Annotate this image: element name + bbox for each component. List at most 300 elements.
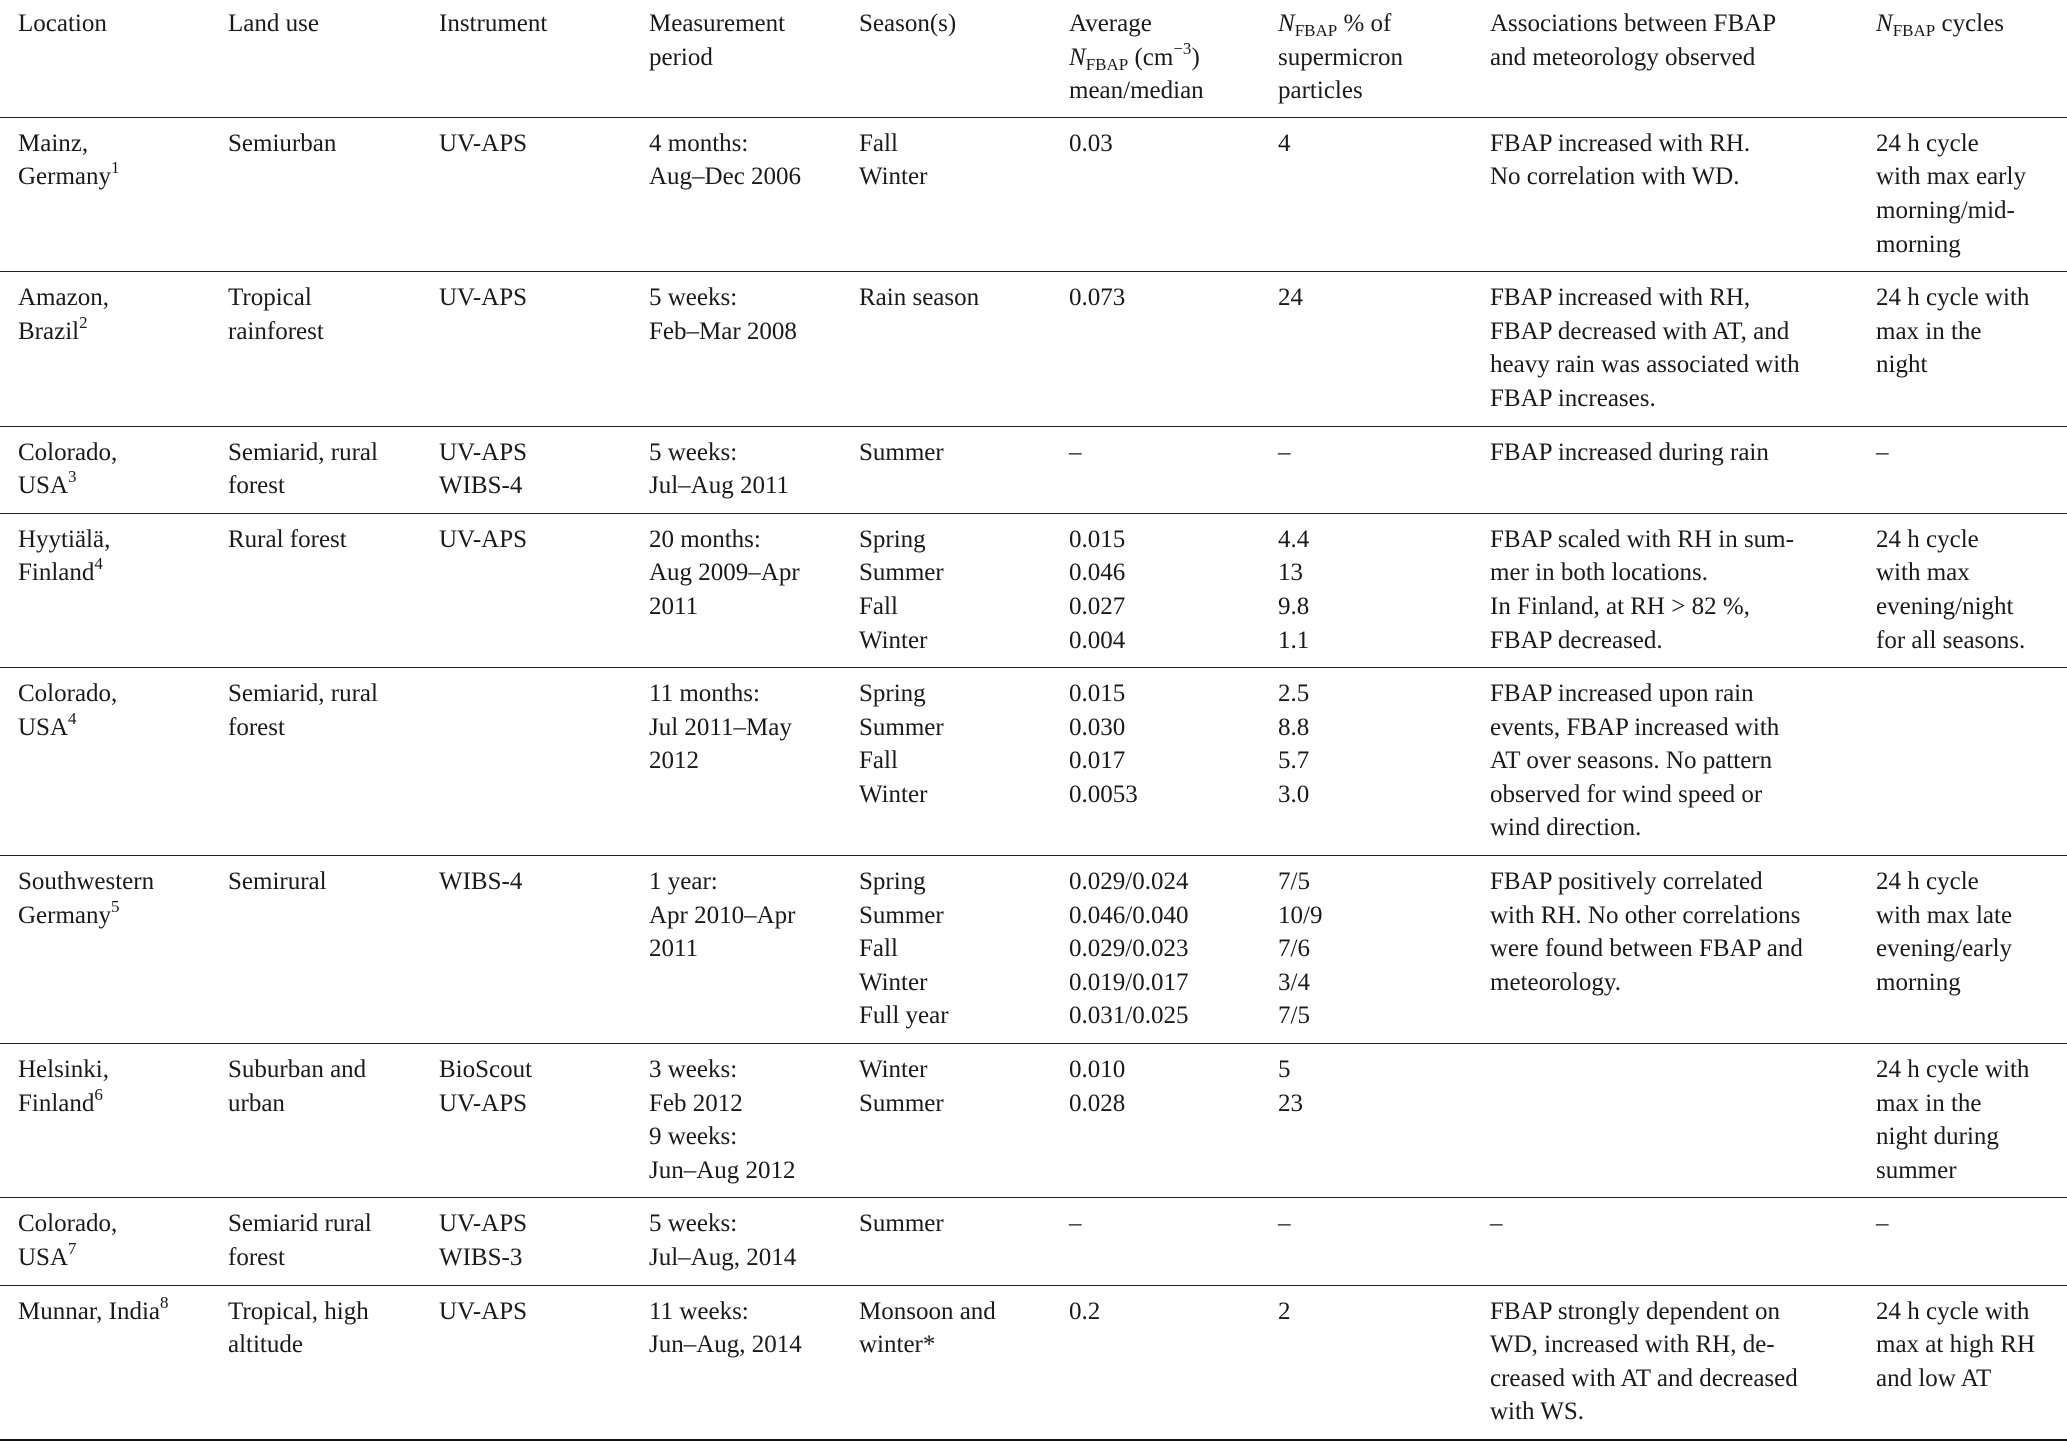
- n-symbol: N: [1069, 43, 1086, 71]
- header-line: [1069, 38, 1250, 75]
- cell-line: max in the: [1876, 317, 1982, 345]
- cell-period: [631, 272, 841, 426]
- cell-line: FBAP increases.: [1490, 384, 1656, 412]
- cell-associations: [1472, 426, 1858, 513]
- cell-percent: [1260, 856, 1472, 1044]
- cell-line: 2.5: [1278, 680, 1310, 708]
- cell-line: Hyytiälä,: [18, 525, 111, 553]
- cell-percent: [1260, 272, 1472, 426]
- cell-line: max in the: [1876, 1089, 1982, 1117]
- table-row: [0, 272, 2067, 426]
- cell-line: 0.027: [1069, 592, 1126, 620]
- table-body: [0, 117, 2067, 1440]
- cell-period: [631, 117, 841, 271]
- cell-line: Semiarid rural: [228, 1210, 372, 1238]
- cell-line: evening/early: [1876, 935, 2013, 963]
- cell-line: Fall: [859, 747, 898, 775]
- cell-line: 24 h cycle with: [1876, 1297, 2030, 1325]
- cell-line: 5 weeks:: [649, 1210, 738, 1238]
- cell-line: UV-APS: [439, 1297, 528, 1325]
- cell-line: UV-APS: [439, 1210, 528, 1238]
- cell-period: [631, 1285, 841, 1440]
- cell-line: 0.0053: [1069, 780, 1138, 808]
- cell-line: with max early: [1876, 163, 2026, 191]
- unit-open: (cm: [1128, 43, 1174, 71]
- cell-instrument: [421, 1198, 631, 1285]
- cell-line: USA: [18, 1244, 69, 1271]
- cell-line: 0.030: [1069, 713, 1126, 741]
- table-row: [0, 668, 2067, 856]
- cell-line: 0.2: [1069, 1297, 1101, 1325]
- cell-line: Summer: [859, 1089, 944, 1117]
- cell-line: 24 h cycle: [1876, 129, 1979, 157]
- cell-associations: [1472, 272, 1858, 426]
- reference-superscript: 4: [94, 554, 103, 574]
- cell-cycles: [1858, 426, 2067, 513]
- cell-line: 23: [1278, 1089, 1303, 1117]
- n-subscript: FBAP: [1085, 54, 1129, 74]
- cell-line-wrap: [18, 1241, 200, 1275]
- n-subscript: FBAP: [1294, 21, 1338, 40]
- cell-line: Summer: [859, 438, 944, 466]
- cell-line: 11 weeks:: [649, 1297, 749, 1325]
- cell-land-use: [210, 1285, 421, 1440]
- cell-location: [0, 426, 210, 513]
- cell-line: Fall: [859, 935, 898, 963]
- cell-line: BioScout: [439, 1056, 533, 1084]
- cell-average: [1051, 272, 1260, 426]
- cell-line: 0.046/0.040: [1069, 901, 1189, 929]
- cell-line: 24: [1278, 284, 1303, 312]
- cell-line: for all seasons.: [1876, 626, 2026, 654]
- cell-line: WIBS-4: [439, 472, 523, 500]
- reference-superscript: 2: [79, 312, 88, 332]
- cell-line: meteorology.: [1490, 968, 1621, 996]
- cell-line: 2011: [649, 935, 699, 963]
- cell-line: Spring: [859, 680, 926, 708]
- cell-line: 0.031/0.025: [1069, 1002, 1189, 1030]
- cell-line: Germany: [18, 163, 112, 191]
- cell-line: 0.073: [1069, 284, 1126, 312]
- cell-line: creased with AT and decreased: [1490, 1364, 1798, 1392]
- header-associations: [1472, 0, 1858, 117]
- header-line: period: [649, 43, 713, 71]
- cell-average: [1051, 1044, 1260, 1198]
- header-instrument: Instrument: [421, 0, 631, 117]
- cell-percent: [1260, 117, 1472, 271]
- cell-line: Summer: [859, 901, 944, 929]
- cell-average: [1051, 426, 1260, 513]
- cell-line: USA: [18, 713, 69, 741]
- cell-line-wrap: [18, 312, 200, 349]
- header-land-use: Land use: [210, 0, 421, 117]
- cell-period: [631, 856, 841, 1044]
- cell-line: morning: [1876, 968, 1961, 996]
- cell-cycles: [1858, 1044, 2067, 1198]
- cell-line: Winter: [859, 163, 928, 191]
- cell-line: 0.029/0.023: [1069, 935, 1189, 963]
- cell-line: –: [1876, 438, 1889, 466]
- cell-line: Winter: [859, 780, 928, 808]
- cell-line: Jul–Aug, 2014: [649, 1244, 797, 1271]
- cell-line: 8.8: [1278, 713, 1310, 741]
- header-text: % of: [1337, 10, 1392, 37]
- cell-line: 0.03: [1069, 129, 1113, 157]
- table-row: [0, 856, 2067, 1044]
- cell-line: 24 h cycle: [1876, 868, 1979, 896]
- cell-line: Brazil: [18, 317, 80, 345]
- cell-land-use: [210, 426, 421, 513]
- cell-line: mer in both locations.: [1490, 559, 1709, 587]
- cell-line: FBAP decreased with AT, and: [1490, 317, 1790, 345]
- cell-percent: [1260, 513, 1472, 667]
- table-row: [0, 1044, 2067, 1198]
- cell-instrument: [421, 1044, 631, 1198]
- cell-line: No correlation with WD.: [1490, 163, 1740, 191]
- unit-exponent: −3: [1173, 38, 1192, 58]
- header-seasons: Season(s): [841, 0, 1051, 117]
- cell-line: altitude: [228, 1331, 303, 1359]
- cell-line: wind direction.: [1490, 814, 1642, 842]
- cell-line: 20 months:: [649, 525, 761, 553]
- cell-line: Summer: [859, 559, 944, 587]
- cell-location: [0, 272, 210, 426]
- cell-line: UV-APS: [439, 284, 528, 312]
- cell-location: [0, 117, 210, 271]
- cell-instrument: [421, 856, 631, 1044]
- cell-line: night: [1876, 351, 1928, 379]
- cell-line: FBAP increased during rain: [1490, 438, 1769, 466]
- cell-line: urban: [228, 1089, 285, 1117]
- cell-line-wrap: [18, 896, 200, 933]
- cell-line: FBAP decreased.: [1490, 626, 1663, 654]
- cell-line: 7/6: [1278, 935, 1310, 963]
- cell-associations: [1472, 117, 1858, 271]
- cell-line: Winter: [859, 626, 928, 654]
- cell-line: Summer: [859, 713, 944, 741]
- table-row: [0, 513, 2067, 667]
- cell-line: forest: [228, 713, 285, 741]
- cell-line: WIBS-3: [439, 1244, 523, 1271]
- cell-line: Jun–Aug 2012: [649, 1156, 796, 1184]
- header-line: particles: [1278, 77, 1363, 105]
- cell-line: Semirural: [228, 868, 327, 896]
- header-location: Location: [0, 0, 210, 117]
- header-row: [0, 0, 2067, 117]
- cell-land-use: [210, 1198, 421, 1285]
- cell-line: Full year: [859, 1002, 949, 1030]
- cell-line: evening/night: [1876, 592, 2014, 620]
- cell-line: UV-APS: [439, 1089, 528, 1117]
- header-line: Associations between FBAP: [1490, 10, 1777, 37]
- cell-line: 24 h cycle with: [1876, 1056, 2030, 1084]
- cell-line: Suburban and: [228, 1056, 367, 1084]
- cell-line: 0.028: [1069, 1089, 1126, 1117]
- cell-land-use: [210, 668, 421, 856]
- cell-line: Tropical: [228, 284, 312, 312]
- cell-line: 0.017: [1069, 747, 1126, 775]
- cell-line: winter*: [859, 1331, 936, 1359]
- cell-line: with RH. No other correlations: [1490, 901, 1801, 929]
- cell-line: FBAP increased upon rain: [1490, 680, 1754, 708]
- cell-line: morning/mid-: [1876, 196, 2015, 224]
- cell-instrument: [421, 1285, 631, 1440]
- cell-cycles: [1858, 513, 2067, 667]
- cell-line: Tropical, high: [228, 1297, 369, 1325]
- table-row: [0, 117, 2067, 271]
- cell-cycles: [1858, 856, 2067, 1044]
- cell-line: 7/5: [1278, 1002, 1310, 1030]
- cell-cycles: [1858, 272, 2067, 426]
- cell-line: Feb 2012: [649, 1089, 743, 1117]
- reference-superscript: 6: [94, 1084, 103, 1104]
- cell-instrument: [421, 117, 631, 271]
- cell-line: 2011: [649, 592, 699, 620]
- cell-average: [1051, 513, 1260, 667]
- cell-line: –: [1069, 1210, 1082, 1238]
- cell-instrument: [421, 668, 631, 856]
- cell-line: Semiarid, rural: [228, 438, 378, 466]
- cell-line: Jul–Aug 2011: [649, 472, 790, 500]
- cell-line-wrap: [18, 556, 200, 590]
- cell-line: UV-APS: [439, 525, 528, 553]
- cell-seasons: [841, 513, 1051, 667]
- cell-line: 24 h cycle with: [1876, 284, 2030, 312]
- cell-line: Jul 2011–May: [649, 713, 792, 741]
- cell-line: Winter: [859, 1056, 928, 1084]
- cell-line: Spring: [859, 525, 926, 553]
- cell-instrument: [421, 513, 631, 667]
- cell-line: 3/4: [1278, 968, 1310, 996]
- cell-line: 24 h cycle: [1876, 525, 1979, 553]
- cell-line: Summer: [859, 1210, 944, 1238]
- cell-location: [0, 856, 210, 1044]
- cell-line: Helsinki,: [18, 1056, 109, 1084]
- cell-line: 4: [1278, 129, 1291, 157]
- n-subscript: FBAP: [1892, 21, 1936, 40]
- cell-line: FBAP strongly dependent on: [1490, 1297, 1781, 1325]
- reference-superscript: 7: [68, 1239, 77, 1258]
- cell-line: 10/9: [1278, 901, 1323, 929]
- cell-seasons: [841, 1044, 1051, 1198]
- cell-line: 1.1: [1278, 626, 1310, 654]
- cell-line: –: [1876, 1210, 1889, 1238]
- cell-line: 5.7: [1278, 747, 1310, 775]
- cell-location: [0, 1044, 210, 1198]
- cell-line: UV-APS: [439, 129, 528, 157]
- cell-line-wrap: [18, 1292, 200, 1329]
- cell-line: with WS.: [1490, 1398, 1584, 1426]
- cell-line: forest: [228, 472, 285, 500]
- cell-percent: [1260, 668, 1472, 856]
- cell-period: [631, 1198, 841, 1285]
- cell-seasons: [841, 117, 1051, 271]
- cell-line: and low AT: [1876, 1364, 1992, 1392]
- cell-cycles: [1858, 668, 2067, 856]
- cell-associations: [1472, 668, 1858, 856]
- cell-period: [631, 668, 841, 856]
- cell-associations: [1472, 1198, 1858, 1285]
- header-line: Average: [1069, 10, 1152, 37]
- cell-line: –: [1490, 1210, 1503, 1238]
- reference-superscript: 3: [68, 467, 77, 487]
- cell-line: Aug 2009–Apr: [649, 559, 800, 587]
- cell-percent: [1260, 1044, 1472, 1198]
- cell-line: Finland: [18, 559, 95, 587]
- cell-line: Semiurban: [228, 129, 337, 157]
- cell-line: 0.010: [1069, 1056, 1126, 1084]
- header-line: mean/median: [1069, 77, 1204, 105]
- cell-line: Southwestern: [18, 868, 155, 896]
- cell-line: 5 weeks:: [649, 438, 738, 466]
- cell-associations: [1472, 513, 1858, 667]
- cell-associations: [1472, 1044, 1858, 1198]
- cell-average: [1051, 1285, 1260, 1440]
- cell-seasons: [841, 1198, 1051, 1285]
- cell-line: max at high RH: [1876, 1331, 2036, 1359]
- reference-superscript: 4: [68, 708, 77, 728]
- cell-line: Germany: [18, 901, 112, 929]
- header-line: supermicron: [1278, 43, 1403, 71]
- cell-line: Monsoon and: [859, 1297, 996, 1325]
- cell-line: –: [1278, 438, 1291, 466]
- cell-associations: [1472, 1285, 1858, 1440]
- cell-line: Rural forest: [228, 525, 347, 553]
- n-symbol: N: [1876, 10, 1893, 37]
- cell-land-use: [210, 513, 421, 667]
- header-percent: [1260, 0, 1472, 117]
- cell-percent: [1260, 1198, 1472, 1285]
- cell-line: USA: [18, 472, 69, 500]
- cell-seasons: [841, 426, 1051, 513]
- cell-seasons: [841, 856, 1051, 1044]
- unit-close: ): [1191, 43, 1200, 71]
- reference-superscript: 1: [111, 158, 120, 178]
- cell-land-use: [210, 1044, 421, 1198]
- table-row: [0, 1198, 2067, 1285]
- cell-line: 9.8: [1278, 592, 1310, 620]
- cell-associations: [1472, 856, 1858, 1044]
- header-line: and meteorology observed: [1490, 43, 1756, 71]
- cell-instrument: [421, 426, 631, 513]
- cell-line: Munnar, India: [18, 1297, 161, 1325]
- cell-line: Mainz,: [18, 129, 89, 157]
- cell-line: Amazon,: [18, 284, 109, 312]
- cell-line: WIBS-4: [439, 868, 523, 896]
- cell-line: 9 weeks:: [649, 1123, 738, 1151]
- cell-line: observed for wind speed or: [1490, 780, 1763, 808]
- cell-line: Feb–Mar 2008: [649, 317, 797, 345]
- cell-location: [0, 1198, 210, 1285]
- cell-land-use: [210, 856, 421, 1044]
- cell-line: 4.4: [1278, 525, 1310, 553]
- cell-line: 13: [1278, 559, 1303, 587]
- cell-seasons: [841, 272, 1051, 426]
- n-symbol: N: [1278, 10, 1295, 37]
- table-row: [0, 1285, 2067, 1440]
- cell-line: 0.019/0.017: [1069, 968, 1189, 996]
- cell-line: with max: [1876, 559, 1970, 587]
- cell-line: Colorado,: [18, 438, 118, 466]
- cell-line: FBAP scaled with RH in sum-: [1490, 525, 1794, 553]
- cell-cycles: [1858, 117, 2067, 271]
- cell-line-wrap: [18, 160, 200, 194]
- header-cycles: [1858, 0, 2067, 117]
- cell-average: [1051, 668, 1260, 856]
- cell-line: 11 months:: [649, 680, 760, 708]
- cell-line: 0.029/0.024: [1069, 868, 1189, 896]
- cell-percent: [1260, 426, 1472, 513]
- cell-line: Fall: [859, 129, 898, 157]
- cell-line: Colorado,: [18, 1210, 118, 1238]
- cell-period: [631, 426, 841, 513]
- header-line: Measurement: [649, 10, 786, 37]
- cell-line: Fall: [859, 592, 898, 620]
- cell-line: Apr 2010–Apr: [649, 901, 796, 929]
- cell-instrument: [421, 272, 631, 426]
- cell-line-wrap: [18, 469, 200, 503]
- cell-line: 0.015: [1069, 680, 1126, 708]
- cell-line: 1 year:: [649, 868, 718, 896]
- cell-line: 5: [1278, 1056, 1291, 1084]
- cell-line: –: [1278, 1210, 1291, 1238]
- cell-period: [631, 1044, 841, 1198]
- cell-land-use: [210, 117, 421, 271]
- cell-line: rainforest: [228, 317, 324, 345]
- cell-line: In Finland, at RH > 82 %,: [1490, 592, 1750, 620]
- cell-percent: [1260, 1285, 1472, 1440]
- cell-line: Semiarid, rural: [228, 680, 378, 708]
- cell-line: 3.0: [1278, 780, 1310, 808]
- cell-location: [0, 668, 210, 856]
- header-line: [1278, 7, 1462, 41]
- header-average: [1051, 0, 1260, 117]
- header-measurement-period: [631, 0, 841, 117]
- cell-average: [1051, 1198, 1260, 1285]
- cell-cycles: [1858, 1285, 2067, 1440]
- cell-line: with max late: [1876, 901, 2013, 929]
- cell-line: Rain season: [859, 284, 980, 312]
- header-text: cycles: [1935, 10, 2004, 37]
- cell-line: FBAP positively correlated: [1490, 868, 1763, 896]
- table-row: [0, 426, 2067, 513]
- cell-line: 0.004: [1069, 626, 1126, 654]
- cell-seasons: [841, 668, 1051, 856]
- cell-line: Aug–Dec 2006: [649, 163, 802, 191]
- cell-period: [631, 513, 841, 667]
- cell-average: [1051, 856, 1260, 1044]
- cell-line: FBAP increased with RH.: [1490, 129, 1751, 157]
- cell-line-wrap: [18, 708, 200, 745]
- cell-cycles: [1858, 1198, 2067, 1285]
- cell-line: –: [1069, 438, 1082, 466]
- cell-line: WD, increased with RH, de-: [1490, 1331, 1775, 1359]
- cell-line: summer: [1876, 1156, 1957, 1184]
- cell-line: 2: [1278, 1297, 1291, 1325]
- cell-line: events, FBAP increased with: [1490, 713, 1780, 741]
- cell-line: were found between FBAP and: [1490, 935, 1803, 963]
- cell-line: UV-APS: [439, 438, 528, 466]
- cell-line-wrap: [18, 1084, 200, 1121]
- cell-line: 4 months:: [649, 129, 749, 157]
- cell-line: Winter: [859, 968, 928, 996]
- cell-line: 0.015: [1069, 525, 1126, 553]
- cell-average: [1051, 117, 1260, 271]
- cell-line: night during: [1876, 1123, 1999, 1151]
- cell-line: AT over seasons. No pattern: [1490, 747, 1773, 775]
- cell-location: [0, 1285, 210, 1440]
- cell-line: Jun–Aug, 2014: [649, 1331, 802, 1359]
